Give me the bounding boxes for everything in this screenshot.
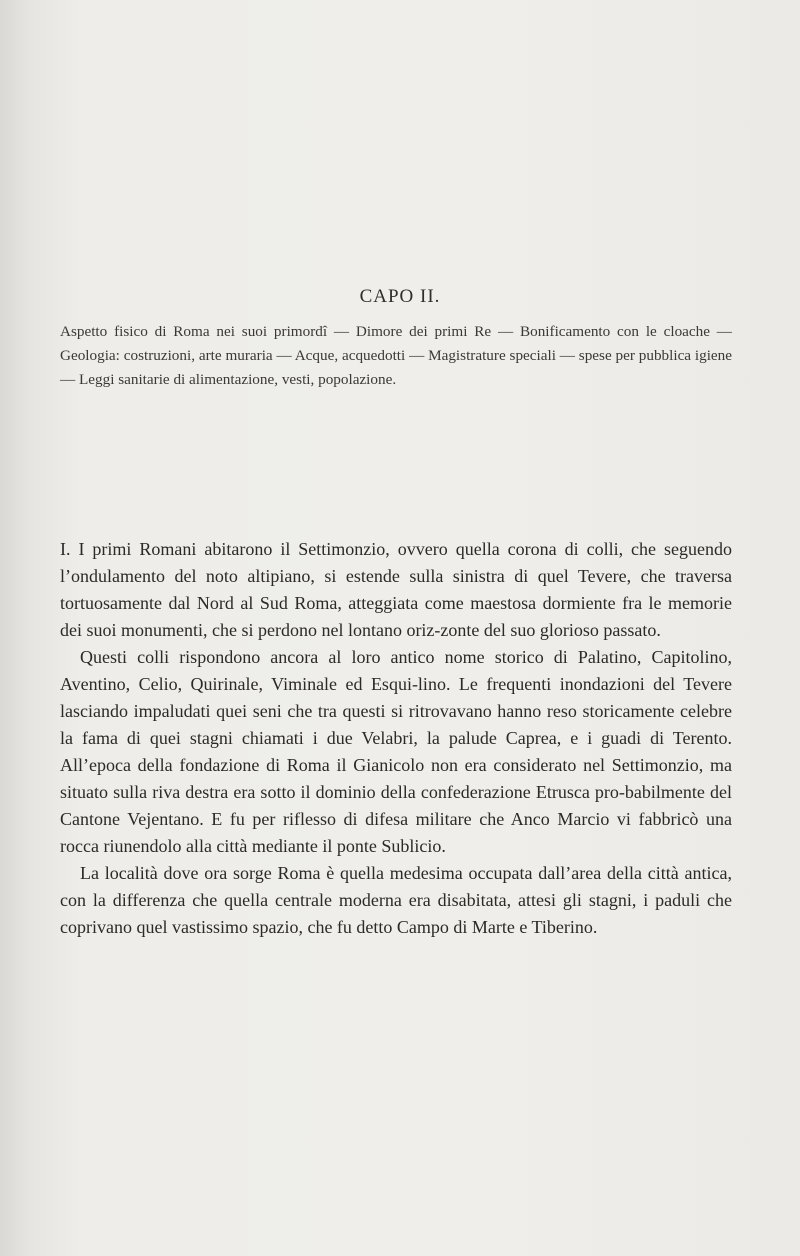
paragraph-2: Questi colli rispondono ancora al loro antico nome storico di Palatino, Capitolino, Aventino, Celio, Quirinale, Viminale ed Esqui-lino. Le frequenti inondazioni del Tevere lasciando impaludati quei seni che tra questi si ritrovavano hanno reso storicamente celebre la fama di quei stagni chiamati i due Velabri, la palude Caprea, e i guadi di Terento. All’epoca della fondazione di Roma il Gianicolo non era considerato nel Settimonzio, ma situato sulla riva destra era sotto il dominio della confederazione Etrusca pro-babilmente del Cantone Vejentano. E fu per riflesso di difesa militare che Anco Marcio vi fabbricò una rocca riunendolo alla città mediante il ponte Sublicio. (60, 647, 732, 856)
chapter-body (60, 536, 732, 941)
chapter-summary: Aspetto fisico di Roma nei suoi primordî — Dimore dei primi Re — Bonificamento con le cloache — Geologia: costruzioni, arte muraria — Acque, acquedotti — Magistrature speciali — spese per pubblica igiene — Leggi sanitarie di alimentazione, vesti, popolazione. (60, 323, 732, 388)
paragraph-3: La località dove ora sorge Roma è quella medesima occupata dall’area della città antica, con la differenza che quella centrale moderna era disabitata, attesi gli stagni, i paduli che coprivano quel vastissimo spazio, che fu detto Campo di Marte e Tiberino. (60, 863, 732, 937)
chapter-heading: CAPO II. (359, 286, 441, 307)
paragraph-1: I. I primi Romani abitarono il Settimonzio, ovvero quella corona di colli, che seguendo l’ondulamento del noto altipiano, si estende sulla sinistra di quel Tevere, che traversa tortuosamente dal Nord al Sud Roma, atteggiata come maestosa dormiente fra le memorie dei suoi monumenti, che si perdono nel lontano oriz-zonte del suo glorioso passato. (60, 539, 732, 640)
